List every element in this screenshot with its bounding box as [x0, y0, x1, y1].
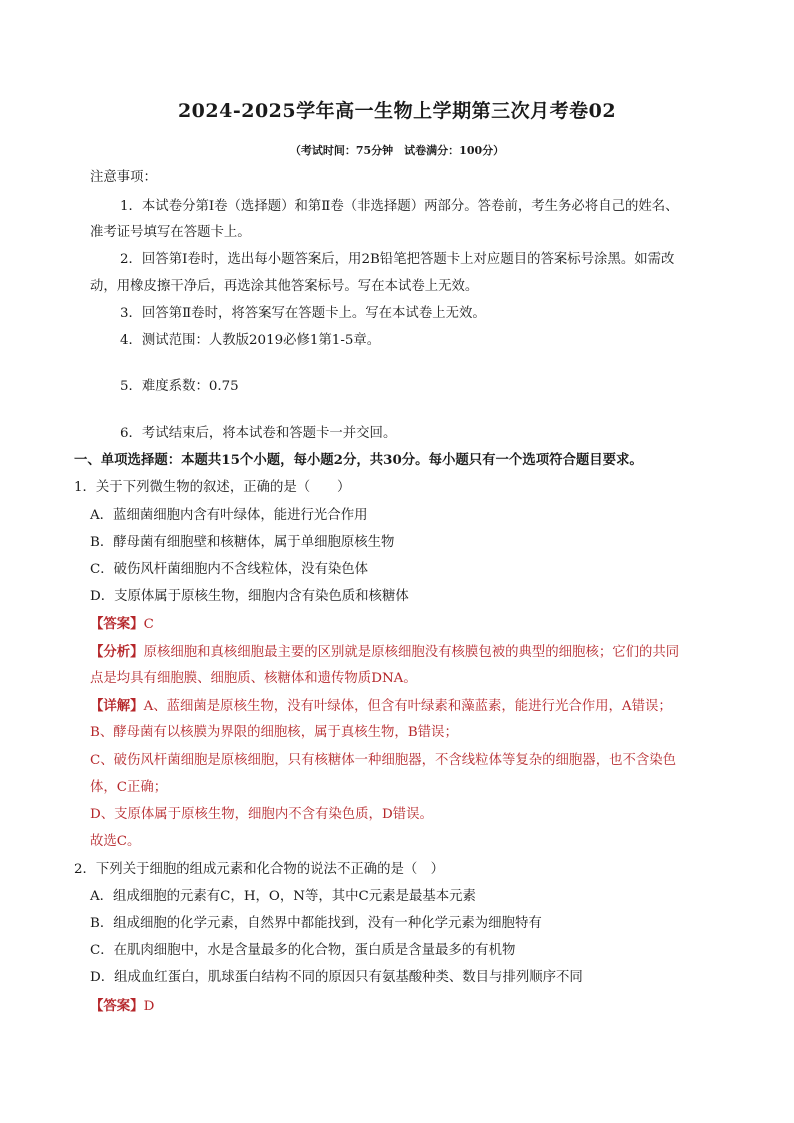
answer-label: 【答案】: [90, 998, 144, 1014]
note-1-line-1: 1．本试卷分第Ⅰ卷（选择题）和第Ⅱ卷（非选择题）两部分。答卷前，考生务必将自己的姓名、: [120, 199, 679, 214]
note-1-line-2: 准考证号填写在答题卡上。: [90, 225, 251, 240]
detail-text: A、蓝细菌是原核生物，没有叶绿体，但含有叶绿素和藻蓝素，能进行光合作用，A错误；: [143, 699, 672, 714]
q1-detail-line-4: 体，C正确；: [90, 780, 168, 795]
analysis-text: 原核细胞和真核细胞最主要的区别就是原核细胞没有核膜包被的典型的细胞核；它们的共同: [143, 645, 680, 660]
q1-detail-line-1: [90, 696, 672, 717]
q1-option-c: C．破伤风杆菌细胞内不含线粒体，没有染色体: [90, 562, 369, 577]
q1-stem: 1．关于下列微生物的叙述，正确的是（ ）: [74, 480, 351, 495]
q1-detail-line-2: B、酵母菌有以核膜为界限的细胞核，属于真核生物，B错误；: [90, 725, 458, 740]
answer-label: 【答案】: [90, 616, 144, 632]
notes-heading: 注意事项：: [90, 170, 157, 185]
exam-info: （考试时间：75分钟 试卷满分：100分）: [289, 144, 505, 157]
q1-option-b: B．酵母菌有细胞壁和核糖体，属于单细胞原核生物: [90, 535, 395, 550]
q1-option-d: D．支原体属于原核生物，细胞内含有染色质和核糖体: [90, 589, 409, 604]
detail-label: 【详解】: [90, 698, 144, 714]
q2-option-b: B．组成细胞的化学元素，自然界中都能找到，没有一种化学元素为细胞特有: [90, 916, 542, 931]
page-title: 2024-2025学年高一生物上学期第三次月考卷02: [177, 100, 617, 122]
note-5: 5．难度系数：0.75: [120, 379, 239, 394]
answer-value: D: [143, 999, 155, 1014]
q2-option-a: A．组成细胞的元素有C，H，O，N等，其中C元素是最基本元素: [90, 889, 476, 904]
q2-option-c: C．在肌肉细胞中，水是含量最多的化合物，蛋白质是含量最多的有机物: [90, 943, 516, 958]
note-2-line-1: 2．回答第Ⅰ卷时，选出每小题答案后，用2B铅笔把答题卡上对应题目的答案标号涂黑。如需改: [120, 252, 675, 267]
note-6: 6．考试结束后，将本试卷和答题卡一并交回。: [120, 426, 397, 441]
q2-option-d: D．组成血红蛋白，肌球蛋白结构不同的原因只有氨基酸种类、数目与排列顺序不同: [90, 970, 583, 985]
section-heading: 一、单项选择题：本题共15个小题，每小题2分，共30分。每小题只有一个选项符合题目要求。: [74, 452, 643, 468]
q2-stem: 2．下列关于细胞的组成元素和化合物的说法不正确的是（ ）: [74, 862, 445, 877]
q1-analysis-line-1: [90, 642, 679, 663]
note-2-line-2: 动，用橡皮擦干净后，再选涂其他答案标号。写在本试卷上无效。: [90, 279, 479, 294]
q1-conclusion: 故选C。: [90, 834, 141, 849]
note-4: 4．测试范围：人教版2019必修1第1-5章。: [120, 333, 381, 348]
q1-detail-line-5: D、支原体属于原核生物，细胞内不含有染色质，D错误。: [90, 807, 433, 822]
analysis-label: 【分析】: [90, 644, 144, 660]
note-3: 3．回答第Ⅱ卷时，将答案写在答题卡上。写在本试卷上无效。: [120, 306, 486, 321]
q2-answer: [90, 996, 154, 1017]
q1-option-a: A．蓝细菌细胞内含有叶绿体，能进行光合作用: [90, 508, 368, 523]
answer-value: C: [143, 617, 154, 632]
q1-analysis-line-2: 点是均具有细胞膜、细胞质、核糖体和遗传物质DNA。: [90, 671, 417, 686]
q1-detail-line-3: C、破伤风杆菌细胞是原核细胞，只有核糖体一种细胞器，不含线粒体等复杂的细胞器，也不含染色: [90, 753, 677, 768]
q1-answer: [90, 614, 154, 635]
